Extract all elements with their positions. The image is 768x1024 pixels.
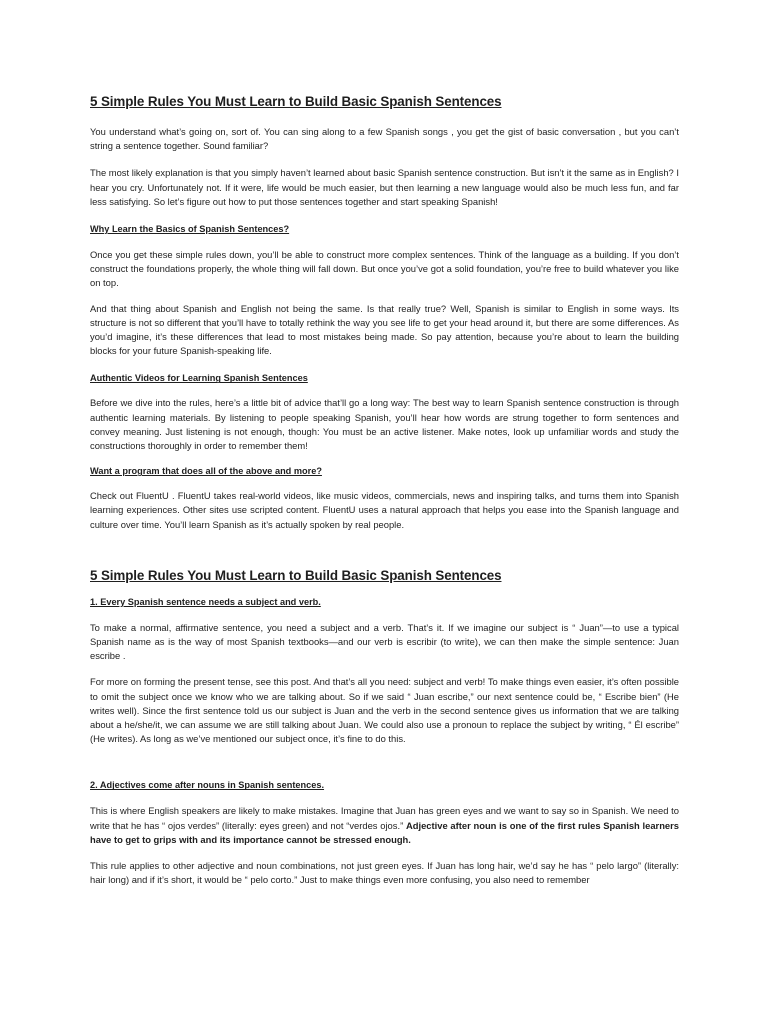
rule-1-paragraph-2: For more on forming the present tense, see this post. And that’s all you need: subject and verb! To make things even easier, it’s often possible to omit the subject once we know who we are talking about. So if we said “ Juan escribe,” our next sentence could be, “ Escribe bien” (He writes well). Since the first sentence told us our subject is Juan and the verb in the second sentence gives us information that we are talking about a he/she/it, we can assume we are still talking about Juan. We could also use a pronoun to replace the subject by writing, “ Él escribe” (He writes). As long as we’ve mentioned our subject once, it’s fine to do this. [90,676,679,745]
document-body [90,93,679,888]
intro-paragraph-1: You understand what’s going on, sort of. You can sing along to a few Spanish songs , you get the gist of basic conversation , but you can’t string a sentence together. Sound familiar? [90,126,679,152]
rule-2-text: This is where English speakers are likely to make mistakes. Imagine that Juan has green eyes and we want to say so in Spanish. We need to write that he has “ ojos verdes” (literally: eyes green) and not “verdes ojos.” [90,805,679,831]
videos-paragraph: Before we dive into the rules, here’s a little bit of advice that’ll go a long way: The best way to learn Spanish sentence construction is through authentic learning materials. By listening to people speaking Spanish, you’ll hear how words are strung together to form sentences and convey meaning. Just listening is not enough, though: You must be an active listener. Make notes, look up unfamiliar words and study the constructions thoroughly in order to remember them! [90,397,679,452]
program-heading: Want a program that does all of the above and more? [90,466,322,477]
rule-1-heading: 1. Every Spanish sentence needs a subject and verb. [90,596,321,607]
intro-paragraph-2: The most likely explanation is that you simply haven’t learned about basic Spanish sentence construction. But isn’t it the same as in English? I hear you cry. Unfortunately not. If it were, life would be much easier, but then learning a new language would also be much less fun, and far less satisfying. So let’s figure out how to put those sentences together and start speaking Spanish! [90,167,679,207]
rule-2-heading: 2. Adjectives come after nouns in Spanish sentences. [90,780,325,791]
videos-heading: Authentic Videos for Learning Spanish Sentences [90,373,308,384]
why-heading: Why Learn the Basics of Spanish Sentences? [90,224,290,235]
program-paragraph: Check out FluentU . FluentU takes real-world videos, like music videos, commercials, news and inspiring talks, and turns them into Spanish learning experiences. Other sites use scripted content. FluentU uses a natural approach that helps you ease into the Spanish language and culture over time. You’ll learn Spanish as it’s actually spoken by real people. [90,490,679,530]
why-paragraph-2: And that thing about Spanish and English not being the same. Is that really true? Well, Spanish is similar to English in some ways. Its structure is not so different that you’ll have to totally rethink the way you see life to get your head around it, but there are some differences. As you’d imagine, it’s these differences that lead to most mistakes being made. So pay attention, because you’re about to learn the building blocks for your future Spanish-speaking life. [90,302,679,357]
rule-1-paragraph-1: To make a normal, affirmative sentence, you need a subject and a verb. That’s it. If we imagine our subject is “ Juan”—to use a typical Spanish name as is the way of most Spanish textbooks—and our verb is escribir (to write), we can then make the simple sentence: Juan escribe . [90,621,679,662]
why-paragraph-1: Once you get these simple rules down, you’ll be able to construct more complex sentences. Think of the language as a building. If you don’t construct the foundations properly, the whole thing will fall down. But once you’ve got a solid foundation, you’re free to build whatever you like on top. [90,249,679,289]
document-title: 5 Simple Rules You Must Learn to Build Basic Spanish Sentences [90,94,502,109]
rule-2-emphasis: Adjective after noun is one of the first rules Spanish learners have to get to grips with and its importance cannot be stressed enough. [90,819,680,845]
rule-2-paragraph-2: This rule applies to other adjective and noun combinations, not just green eyes. If Juan has long hair, we’d say he has “ pelo largo” (literally: hair long) and if it’s short, it would be “ pelo corto.” Just to make things even more confusing, you also need to remember [90,860,679,886]
section-title: 5 Simple Rules You Must Learn to Build Basic Spanish Sentences [90,567,502,583]
rule-2-paragraph-1 [90,804,679,847]
